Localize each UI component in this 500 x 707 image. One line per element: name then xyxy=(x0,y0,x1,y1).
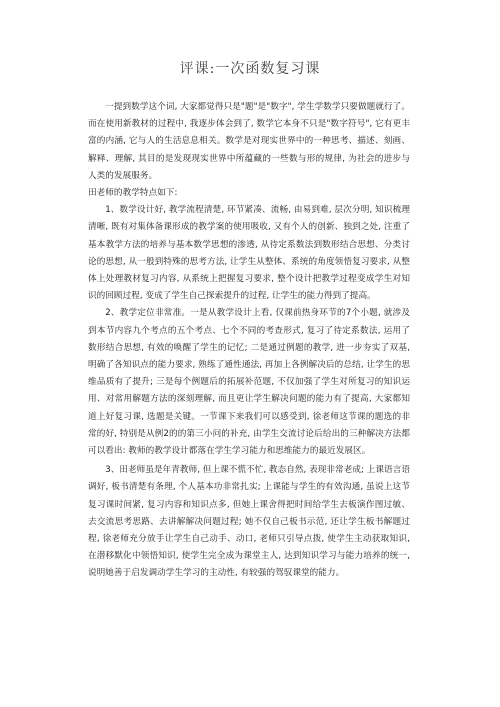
paragraph-features-heading: 田老师的教学特点如下: xyxy=(88,188,178,199)
paragraph-point-3: 3、田老师虽是年青教师, 但上课不慌不忙, 教态自然, 表现非常老成; 上课语言语调好, 板书清楚有条理, 个人基本功非常扎实; 上课能与学生的有效沟通, 虽说上这节复习课时间紧, 复习内容和知识点多, 但她上课舍得把时间给学生去板演作图过敏、去交流思考思路、去讲解解决问题过程; 她不仅自己板书示范, 还让学生板书解题过程, 徐老师充分放手让学生自己动手、动口, 老师只引导点拨, 使学生主动获取知识, 在潜移默化中领悟知识, 使学生完全成为课堂主人, 达到知识学习与能力培养的统一, 说明她善于启发调动学生学习的主动性, 有较强的驾驭课堂的能力。 xyxy=(88,465,410,579)
document-body xyxy=(88,99,410,583)
paragraph-point-2: 2、教学定位非常准。一是从教学设计上看, 仅课前热身环节的7个小题, 就涉及到本节内容九个考点的五个考点、七个不同的考查形式, 复习了待定系数法, 运用了数形结合思想, 有效的唤醒了学生的记忆; 二是通过例题的教学, 进一步夯实了双基, 明确了各知识点的能力要求, 熟练了通性通法, 再加上各例解决后的总结, 让学生的思维品质有了提升; 三是每个例题后的拓展补范题, 不仅加强了学生对所复习的知识运用、对常用解题方法的深刻理解, 而且更让学生解决问题的能力有了提高, 大家都知道上好复习课, 选题是关键。一节课下来我们可以感受到, 徐老师这节课的题选的非常的好, 特别是从例2的的第三小问的补充, 由学生交流讨论后给出的三种解决方法都可以看出: 教师的教学设计都落在学生学习能力和思维能力的最近发展区。 xyxy=(88,308,410,457)
paragraph-point-1: 1、数学设计好, 教学流程清楚, 环节紧凑、流畅, 由易到难, 层次分明, 知识梳理清晰, 既有对集体备课形成的教学案的使用吸收, 又有个人的创新、独到之处, 注重了基本教学方法的培养与基本数学思想的渗透, 从待定系数法到数形结合思想、分类讨论的思想, 从一般到特殊的思考方法, 让学生从整体、系统的角度领悟复习要求, 从整体上处理教材复习内容, 从系统上把握复习要求, 整个设计把教学过程变成学生对知识的回顾过程, 变成了学生自己探索提升的过程, 让学生的能力得到了提高。 xyxy=(88,205,410,302)
paragraph-intro: 一提到数学这个词, 大家都觉得只是"题"是"数字", 学生学数学只要做题就行了。而在使用新教材的过程中, 我逐步体会到了, 数学它本身不只是"数字符号", 它有更丰富的内涵, 它与人的生活息息相关。数学是对现实世界中的一种思考、描述、刻画、解释、理解, 其目的是发现现实世界中所蕴藏的一些数与形的规律, 为社会的进步与人类的发展服务。 xyxy=(88,102,410,181)
document-title: 评课:一次函数复习课 xyxy=(179,61,321,77)
